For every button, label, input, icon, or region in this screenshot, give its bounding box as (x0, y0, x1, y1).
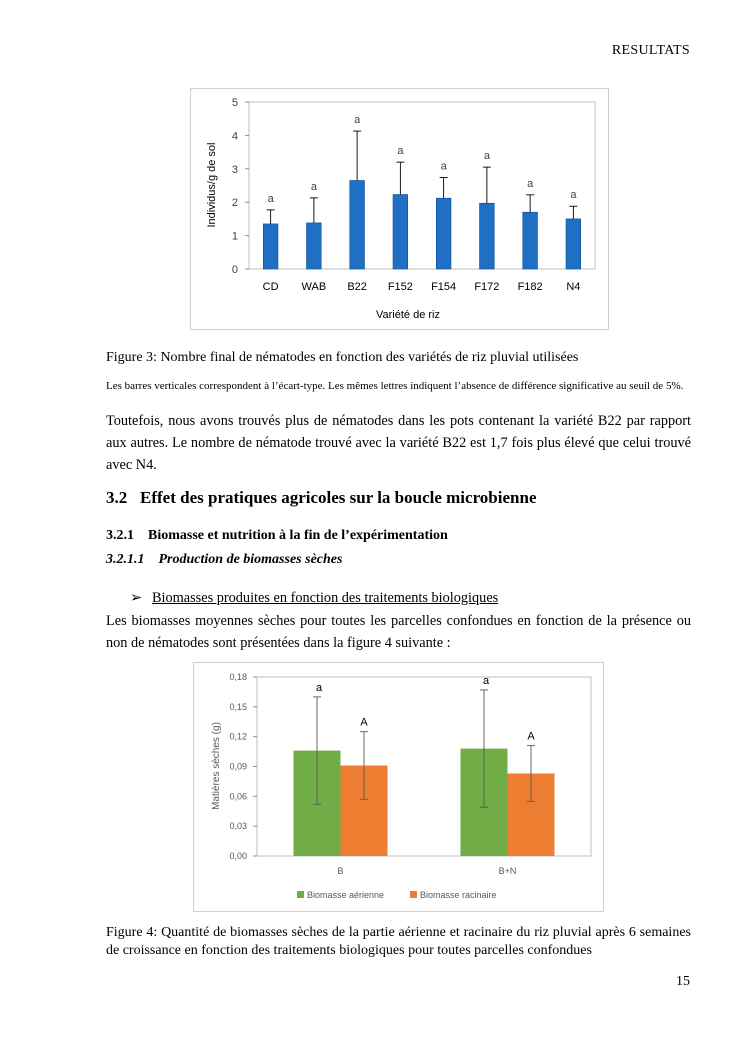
figure-3-svg (191, 89, 608, 329)
figure-4-y-tick-label: 0,03 (229, 821, 247, 832)
figure-3-x-tick-label: B22 (347, 281, 367, 293)
figure-3-significance-letter: a (527, 177, 534, 190)
figure-4-legend-swatch (297, 891, 304, 898)
figure-4-legend-label: Biomasse aérienne (307, 890, 385, 900)
figure-4-y-tick-label: 0,09 (229, 761, 247, 772)
figure-3-significance-letter: a (354, 114, 361, 127)
figure-3-y-tick-label: 0 (231, 264, 238, 276)
figure-4-y-tick-label: 0,06 (229, 791, 247, 802)
figure-3-bar (350, 180, 365, 269)
figure-4-y-tick-label: 0,12 (229, 731, 247, 742)
figure-3-x-tick-label: CD (262, 281, 279, 293)
figure-4-legend-label: Biomasse racinaire (420, 890, 497, 900)
page-header: RESULTATS (611, 43, 690, 58)
figure-4-significance-letter: a (482, 674, 490, 687)
page-number: 15 (676, 974, 690, 989)
figure-4-y-tick-label: 0,15 (229, 701, 247, 712)
figure-3-significance-letter: a (397, 145, 404, 158)
figure-3-chart (190, 88, 609, 330)
bullet-arrow-icon: ➢ (130, 590, 142, 606)
figure-4-y-axis-label: Matières sèches (g) (211, 722, 222, 810)
figure-4-x-tick-label: B+N (498, 866, 517, 876)
figure-3-x-tick-label: F172 (474, 281, 500, 293)
figure-4-significance-letter: A (527, 730, 535, 743)
figure-3-caption: Figure 3: Nombre final de nématodes en fonction des variétés de riz pluvial utilisées (106, 350, 579, 365)
figure-3-x-tick-label: F154 (431, 281, 457, 293)
figure-4-caption: Figure 4: Quantité de biomasses sèches de la partie aérienne et racinaire du riz pluvial après 6 semaines de croissance en fonction des traitements biologiques pour toutes parcelles confondues (106, 925, 691, 958)
figure-4-significance-letter: A (360, 716, 368, 729)
figure-3-significance-letter: a (310, 180, 317, 193)
figure-4-x-tick-label: B (337, 866, 344, 876)
bullet-item (130, 590, 498, 607)
figure-3-y-tick-label: 4 (231, 130, 238, 143)
figure-3-bar (263, 224, 278, 269)
figure-3-x-axis-label: Variété de riz (376, 309, 440, 321)
figure-4-legend-swatch (410, 891, 417, 898)
figure-3-bar (480, 203, 495, 269)
figure-4-chart (193, 662, 604, 912)
paragraph-nematodes: Toutefois, nous avons trouvés plus de nématodes dans les pots contenant la variété B22 par rapport aux autres. Le nombre de nématode trouvé avec la variété B22 est 1,7 fois plus élevé que celui trouvé avec N4. (106, 413, 691, 473)
figure-3-y-tick-label: 3 (231, 163, 238, 176)
figure-4-significance-letter: a (315, 681, 323, 694)
figure-4-svg (194, 663, 603, 911)
figure-3-significance-letter: a (267, 192, 274, 205)
figure-3-significance-letter: a (570, 189, 577, 202)
figure-3-y-tick-label: 2 (231, 197, 238, 210)
section-3-2-heading: 3.2 Effet des pratiques agricoles sur la boucle microbienne (106, 488, 537, 507)
bullet-text: Biomasses produites en fonction des traitements biologiques (151, 590, 499, 606)
figure-3-bar (436, 198, 451, 269)
figure-3-x-tick-label: F152 (387, 281, 413, 293)
figure-3-y-tick-label: 5 (231, 97, 238, 109)
figure-3-bar (523, 212, 538, 269)
figure-3-bar (393, 195, 408, 269)
figure-4-y-tick-label: 0,18 (229, 672, 247, 682)
figure-3-x-tick-label: N4 (566, 281, 581, 293)
figure-3-bar (307, 223, 322, 269)
paragraph-biomass: Les biomasses moyennes sèches pour toutes les parcelles confondues en fonction de la présence ou non de nématodes sont présentées dans la figure 4 suivante : (106, 613, 691, 651)
figure-3-note: Les barres verticales correspondent à l’écart-type. Les mêmes lettres indiquent l’absence de différence significative au seuil de 5%. (106, 380, 684, 392)
figure-3-y-axis-label: Individus/g de sol (206, 142, 218, 228)
figure-3-plot-area (249, 102, 595, 269)
figure-3-significance-letter: a (483, 150, 490, 163)
figure-4-y-tick-label: 0,00 (229, 851, 247, 861)
figure-3-x-tick-label: WAB (301, 281, 327, 293)
section-3-2-1-heading: 3.2.1 Biomasse et nutrition à la fin de l’expérimentation (106, 528, 448, 543)
figure-3-y-tick-label: 1 (231, 230, 238, 243)
figure-3-x-tick-label: F182 (517, 281, 543, 293)
section-3-2-1-1-heading: 3.2.1.1 Production de biomasses sèches (106, 552, 343, 567)
figure-3-significance-letter: a (440, 160, 447, 173)
figure-3-bar (566, 219, 581, 269)
